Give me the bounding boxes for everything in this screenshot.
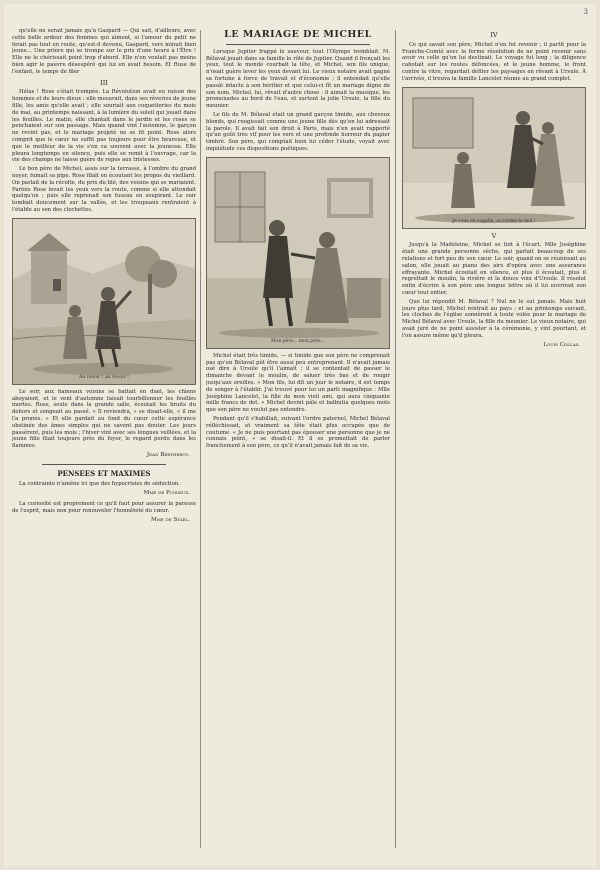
article-title: LE MARIAGE DE MICHEL xyxy=(224,29,372,40)
illustration-caption: Je vous en supplie, accordez-la-moi ! xyxy=(452,218,536,224)
paragraph: Lorsque Jupiter frappé le sauveur, tout l'Olympe tremblait. M. Bélaval jouait dans sa famille le rôle de Jupiter. Quand il fronçait les yeux, tout le monde courbait la tête, et Michel, son fils unique, n'osait guère lever les yeux devant lui. Le vieux notaire avait gagné sa fortune à force de travail et d'économie ; il entendait qu'elle passât intacte à son héritier et que celui-ci fît un mariage digne de son nom. Michel, lui, rêvait d'autre chose : il aimait la musique, les promenades au bord de l'eau, et surtout la jolie Ursule, la fille du meunier. xyxy=(206,48,390,110)
paragraph: Pendant qu'il s'habillait, suivant l'ordre paternel, Michel Bélaval réfléchissait, et vraiment sa tête était plus occupée que de coutume. « Je ne puis pourtant pas épouser une personne que je ne connais point, » se disait-il. Et il se promettait de parler franchement à son père, ce qu'il n'avait jamais fait de sa vie. xyxy=(206,415,390,450)
paragraph: Le soir, aux hameaux voisins se battait en duel, les chiens aboyaient, et le vent d'automne faisait tourbillonner les feuilles mortes. Rose, seule dans la grande salle, écoutait les bruits du dehors et songeait au passé. « Il reviendra, » se disait-elle, « il me l'a promis. » Et elle gardait au fond du cœur cette espérance obstinée des âmes simples qui ne savent pas douter. Les jours passèrent, puis les mois ; l'hiver vint avec ses longues veillées, et la jeune fille filait toujours près du foyer, le regard perdu dans les flammes. xyxy=(12,388,196,450)
paragraph: Jusqu'à la Madeleine, Michel se tint à l'écart. Mlle Joséphine était une grande personne sèche, qui parlait beaucoup de ses relations et fort peu de son cœur. Le soir, quand on se réunissait au salon, elle jouait au piano des airs d'opéra avec une assurance effrayante. Michel écoutait en silence, et plus il écoutait, plus il regrettait le moulin, la rivière et la douce voix d'Ursule. Il résolut enfin d'écrire à son père une longue lettre où il lui ouvrirait son cœur tout entier. xyxy=(402,242,586,296)
section-number: III xyxy=(100,78,108,87)
column-1 xyxy=(12,28,196,854)
maxim: La contrainte n'amène ici que des hypocrisies de séduction. xyxy=(19,481,180,488)
divider xyxy=(42,464,166,465)
section-number: V xyxy=(491,231,497,240)
paragraph: Hélas ! Rose s'était trompée. La Révolution avait eu raison des hommes et de leurs dieux ; elle mesurait, dans ses rêveries de jeune fille, les amis qu'elle avait ; elle souriait aux coquetteries du mois de mai, au printemps naissant, à la lumière du soleil qui jouait dans les feuilles. Le matin, elle chantait dans le jardin et les roses se penchaient sur son passage. Mais quand vint l'automne, le garçon ne revint pas, et le mariage projeté ne se fit point. Rose alors comprit que le cœur ne suffit pas toujours pour être heureuse, et que le meilleur de la vie s'en va souvent avec la jeunesse. Elle pleura longtemps en silence, puis elle se remit à l'ouvrage, car la vie des champs ne laisse guère de repos aux tristesses. xyxy=(12,89,196,164)
maxim: La curiosité est proprement ce qu'il faut pour assurer la paresse de l'esprit, mais non pour renouveler l'honnêteté du cœur. xyxy=(12,501,196,514)
paragraph: qu'elle ne serait jamais qu'à Gaspard — Qui sait, d'ailleurs, avec cette belle ardeur des femmes qui aiment, si l'amour du petit ne ferait pas tout en route, qu'est-il devenu, Gaspard, vers minuit bien jeune... Une prière qui se trompe sur le prix d'une heure à l'Être ! Elle ne le chérissait point trop d'abord. Elle n'en voulait pas moins bien agir le pauvre désespéré qui lui en avait besoin. Et Ruse de l'enfant, le temps de filer xyxy=(12,28,196,75)
title-divider xyxy=(226,44,370,45)
column-3 xyxy=(402,28,586,858)
column-2 xyxy=(206,28,390,850)
paragraph: Le bon père de Michel, assis sur la terrasse, à l'ombre du grand noyer, fumait sa pipe. Rose filait en écoutant les propos du vieillard. On parlait de la récolte, du prix du blé, des voisins qui se mariaient. Parfois Rose levait les yeux vers la route, comme si elle attendait quelqu'un ; puis elle reprenait son fuseau en soupirant. Le soir tombait doucement sur la vallée, et les troupeaux rentraient à l'étable au son des clochettes. xyxy=(12,166,196,213)
illustration-caption: Au revoir ! au revoir ! xyxy=(79,374,129,380)
column-rule-right xyxy=(395,30,396,848)
paragraph: Ce qui savait son père, Michel n'en fut revenir ; il partit pour la Franche-Comté avec la ferme résolution de ne point revenir sans avoir vu celle qu'on lui destinait. Le voyage fut long ; la diligence cahotait sur les routes défoncées, et le jeune homme, le front contre la vitre, regardait défiler les paysages en rêvant à Ursule. À l'arrivée, il trouva la famille Lancelot réunie au grand complet. xyxy=(402,41,586,82)
maxim-author: Mme de Puisieux. xyxy=(143,490,190,497)
rubric-title: PENSEES ET MAXIMES xyxy=(57,468,151,478)
paragraph: Que lui répondit M. Bélaval ? Nul ne le sut jamais. Mais huit jours plus tard, Michel rentrait au pays ; et au printemps suivant, les cloches de l'église sonnèrent à toute volée pour le mariage de Michel Bélaval avec Ursule, la fille du meunier. Le vieux notaire, qui avait juré de ne point assister à la cérémonie, y vint pourtant, et l'on assure même qu'il pleura. xyxy=(402,298,586,339)
signature: Louis Collas. xyxy=(543,341,580,348)
maxim-author: Mme de Staël. xyxy=(151,516,190,523)
illustration-caption: Mon père... mon père... xyxy=(271,338,325,344)
illustration-dancers xyxy=(402,87,586,229)
section-number: IV xyxy=(490,31,498,39)
illustration-farewell xyxy=(12,218,196,385)
newspaper-page xyxy=(4,4,596,866)
illustration-interior xyxy=(206,157,390,349)
paragraph: Michel était très timide, — si timide que son père ne comprenait pas qu'un Bélaval pût être aussi peu entreprenant. Il n'avait jamais osé dire à Ursule qu'il l'aimait ; il se contentait de passer le dimanche devant le moulin, de saluer très bas et de rougir jusqu'aux oreilles. « Mon fils, lui dit un jour le notaire, il est temps de songer à l'établir. J'ai trouvé pour toi un parti magnifique : Mlle Joséphine Lancelot, la fille de mon vieil ami, qui aura cinquante mille francs de dot. » Michel devint pâle et balbutia quelques mots que son père ne voulut pas entendre. xyxy=(206,352,390,414)
paragraph: Le fils de M. Bélaval était un grand garçon timide, aux cheveux blonds, qui rougissait comme une jeune fille dès qu'on lui adressait la parole. Il avait fait son droit à Paris, mais n'en avait rapporté qu'un goût très vif pour les vers et une profonde horreur du papier timbré. Son père, qui comptait bien lui céder l'étude, voyait avec inquiétude ces dispositions poétiques. xyxy=(206,111,390,152)
page-number: 3 xyxy=(583,8,588,16)
signature: Jean Bertheroy. xyxy=(146,451,190,458)
column-rule-left xyxy=(200,30,201,848)
